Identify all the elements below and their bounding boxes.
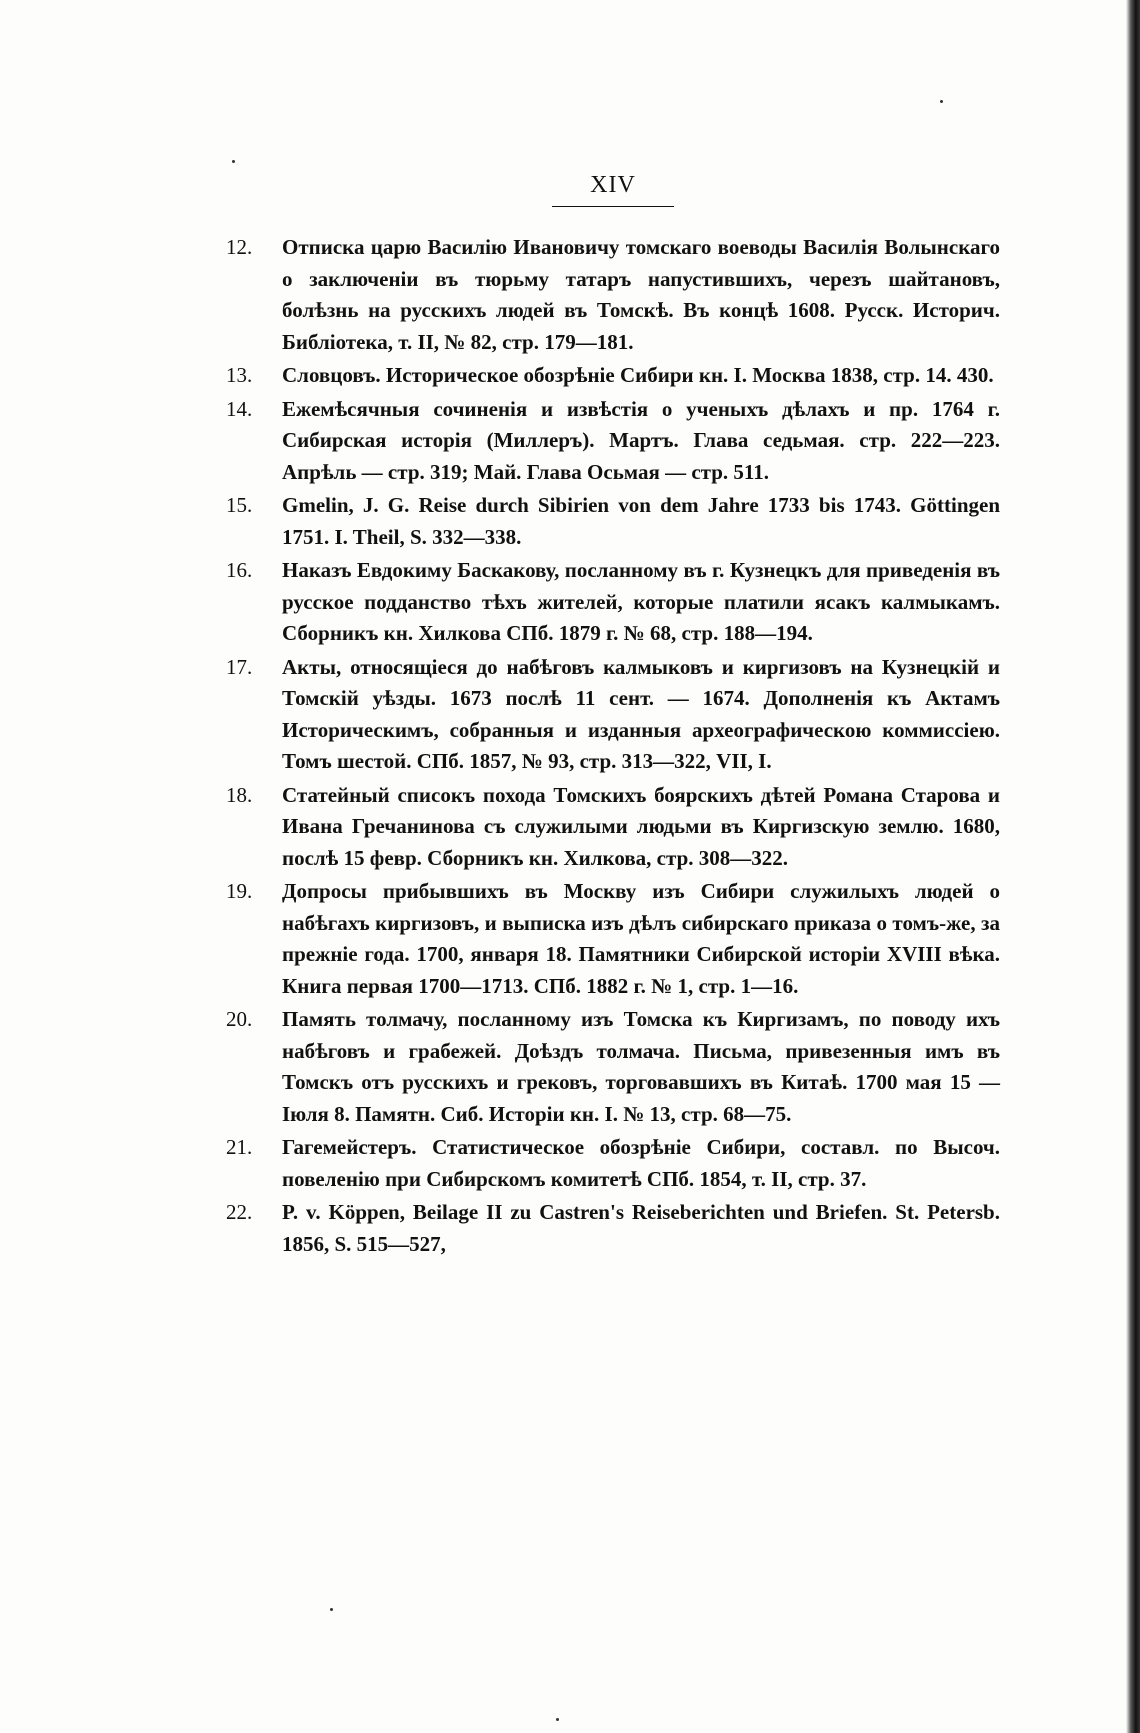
reference-text: Допросы прибывшихъ въ Москву изъ Сибири служилыхъ людей о набѣгахъ киргизовъ, и выписка изъ дѣлъ сибирскаго приказа о томъ-же, за прежніе года. 1700, января 18. Памятники Сибирской исторіи XVIII вѣка. Книга первая 1700—1713. СПб. 1882 г. № 1, стр. 1—16. (282, 879, 1000, 998)
reference-text: P. v. Köppen, Beilage II zu Castren's Reiseberichten und Briefen. St. Petersb. 1856, S. 515—527, (282, 1200, 1000, 1256)
reference-entry-21 (226, 1132, 1000, 1195)
page-number-rule (552, 206, 674, 207)
reference-text: Наказъ Евдокиму Баскакову, посланному въ г. Кузнецкъ для приведенія въ русское подданство тѣхъ жителей, которые платили ясакъ калмыкамъ. Сборникъ кн. Хилкова СПб. 1879 г. № 68, стр. 188—194. (282, 558, 1000, 645)
reference-number: 22. (226, 1200, 253, 1224)
scan-speck (940, 100, 943, 103)
reference-text: Память толмачу, посланному изъ Томска къ Киргизамъ, по поводу ихъ набѣговъ и грабежей. Доѣздъ толмача. Письма, привезенныя имъ въ Томскъ отъ русскихъ и грековъ, торговавшихъ въ Китаѣ. 1700 мая 15 — Іюля 8. Памятн. Сиб. Исторіи кн. I. № 13, стр. 68—75. (282, 1007, 1000, 1126)
reference-text: Статейный списокъ похода Томскихъ боярскихъ дѣтей Романа Старова и Ивана Гречанинова съ служилыми людьми въ Киргизскую землю. 1680, послѣ 15 февр. Сборникъ кн. Хилкова, стр. 308—322. (282, 782, 1000, 870)
reference-text: Gmelin, J. G. Reise durch Sibirien von dem Jahre 1733 bis 1743. Göttingen 1751. I. Theil, S. 332—338. (282, 493, 1000, 549)
reference-text: Акты, относящіеся до набѣговъ калмыковъ и киргизовъ на Кузнецкій и Томскій уѣзды. 1673 послѣ 11 сент. — 1674. Дополненія къ Актамъ Историческимъ, собранныя и изданныя археографическою коммиссіею. Томъ шестой. СПб. 1857, № 93, стр. 313—322, VII, I. (282, 654, 1000, 773)
reference-text: Ежемѣсячныя сочиненія и извѣстія о ученыхъ дѣлахъ и пр. 1764 г. Сибирская исторія (Миллеръ). Мартъ. Глава седьмая. стр. 222—223. Апрѣль — стр. 319; Май. Глава Осьмая — стр. 511. (282, 396, 1000, 484)
reference-entry-15 (226, 490, 1000, 553)
reference-entry-19 (226, 876, 1000, 1002)
reference-number: 19. (226, 879, 253, 903)
reference-number: 13. (226, 363, 253, 387)
reference-text: Отписка царю Василію Ивановичу томскаго воеводы Василія Волынскаго о заключеніи въ тюрьму татаръ напустившихъ, черезъ шайтановъ, болѣзнь на русскихъ людей въ Томскѣ. Въ концѣ 1608. Русск. Историч. Библіотека, т. II, № 82, стр. 179—181. (282, 235, 1000, 354)
reference-text: Гагемейстеръ. Статистическое обозрѣніе Сибири, составл. по Высоч. повеленію при Сибирскомъ комитетѣ СПб. 1854, т. II, стр. 37. (282, 1135, 1000, 1191)
reference-entry-22 (226, 1197, 1000, 1260)
reference-entry-12 (226, 232, 1000, 358)
reference-number: 20. (226, 1007, 253, 1031)
reference-entry-18 (226, 780, 1000, 875)
reference-list (226, 232, 1000, 1262)
reference-entry-16 (226, 555, 1000, 650)
reference-number: 17. (226, 654, 253, 679)
scan-speck (330, 1608, 333, 1611)
reference-number: 16. (226, 558, 253, 582)
reference-entry-17 (226, 652, 1000, 778)
scan-speck (556, 1718, 559, 1721)
reference-number: 14. (226, 396, 253, 421)
reference-text: Словцовъ. Историческое обозрѣніе Сибири кн. I. Москва 1838, стр. 14. 430. (282, 363, 994, 387)
scan-speck (232, 160, 235, 163)
page-number: XIV (590, 172, 636, 198)
reference-number: 18. (226, 782, 253, 807)
reference-number: 12. (226, 235, 253, 259)
reference-number: 15. (226, 493, 253, 517)
reference-entry-14 (226, 394, 1000, 489)
page-binding-edge (1126, 0, 1140, 1733)
reference-entry-20 (226, 1004, 1000, 1130)
reference-entry-13 (226, 360, 1000, 392)
reference-number: 21. (226, 1135, 253, 1159)
